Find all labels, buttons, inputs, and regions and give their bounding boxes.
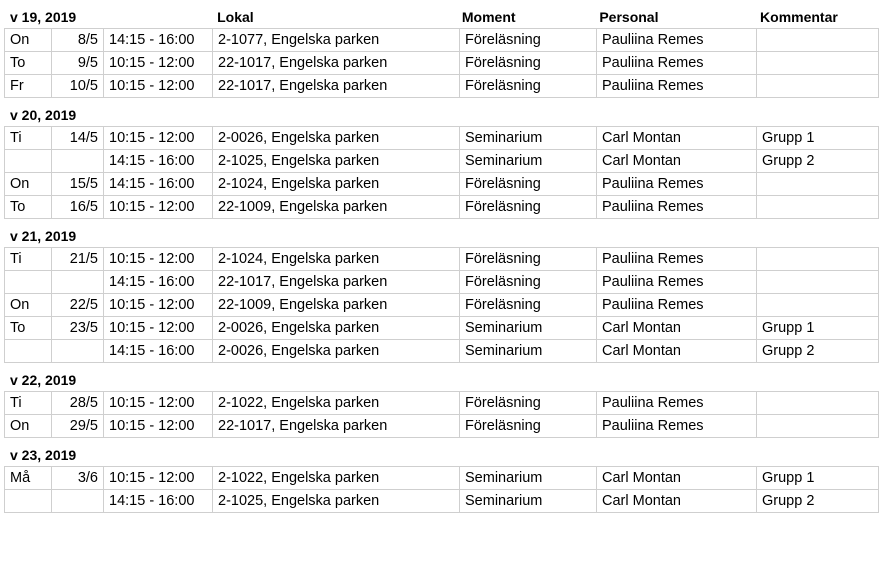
cell-moment: Föreläsning [460,196,597,219]
cell-moment: Föreläsning [460,248,597,271]
schedule [4,6,878,519]
cell-comment [757,392,879,415]
cell-moment: Föreläsning [460,52,597,75]
cell-day: On [5,173,52,196]
cell-comment [757,173,879,196]
cell-day: Må [5,467,52,490]
table-row [5,52,879,75]
table-row [5,490,879,513]
cell-moment: Seminarium [460,490,597,513]
week-header [4,104,878,126]
cell-staff: Carl Montan [597,150,757,173]
column-header-personal: Personal [599,9,659,25]
table-row [5,29,879,52]
cell-comment [757,29,879,52]
cell-room: 22-1017, Engelska parken [213,415,460,438]
column-header-kommentar: Kommentar [760,9,838,25]
week-section [4,369,878,438]
week-label: v 23, 2019 [10,447,77,463]
cell-moment: Seminarium [460,317,597,340]
cell-comment [757,415,879,438]
cell-comment: Grupp 2 [757,490,879,513]
cell-staff: Pauliina Remes [597,392,757,415]
cell-day [5,490,52,513]
cell-time: 14:15 - 16:00 [104,271,213,294]
cell-room: 22-1017, Engelska parken [213,52,460,75]
cell-moment: Seminarium [460,150,597,173]
cell-room: 22-1017, Engelska parken [213,271,460,294]
cell-moment: Föreläsning [460,415,597,438]
week-label: v 20, 2019 [10,107,77,123]
table-row [5,340,879,363]
cell-time: 14:15 - 16:00 [104,490,213,513]
week-header [4,225,878,247]
week-header [4,444,878,466]
cell-staff: Carl Montan [597,490,757,513]
schedule-table [4,247,879,363]
cell-date: 16/5 [52,196,104,219]
cell-comment: Grupp 2 [757,340,879,363]
schedule-table [4,126,879,219]
cell-room: 22-1009, Engelska parken [213,294,460,317]
schedule-table [4,391,879,438]
cell-room: 2-0026, Engelska parken [213,127,460,150]
cell-moment: Föreläsning [460,75,597,98]
table-row [5,248,879,271]
cell-staff: Pauliina Remes [597,294,757,317]
cell-moment: Seminarium [460,127,597,150]
cell-comment: Grupp 1 [757,127,879,150]
table-row [5,294,879,317]
table-row [5,196,879,219]
week-section [4,6,878,98]
week-label: v 21, 2019 [10,228,77,244]
cell-staff: Pauliina Remes [597,196,757,219]
cell-time: 10:15 - 12:00 [104,317,213,340]
cell-day: On [5,29,52,52]
cell-date [52,271,104,294]
cell-date [52,490,104,513]
week-section [4,225,878,363]
cell-staff: Pauliina Remes [597,415,757,438]
table-row [5,75,879,98]
cell-room: 2-0026, Engelska parken [213,317,460,340]
cell-time: 14:15 - 16:00 [104,173,213,196]
cell-time: 14:15 - 16:00 [104,29,213,52]
schedule-table [4,28,879,98]
cell-time: 10:15 - 12:00 [104,196,213,219]
table-row [5,271,879,294]
cell-comment [757,75,879,98]
cell-comment [757,52,879,75]
cell-day: On [5,415,52,438]
table-row [5,173,879,196]
cell-date: 3/6 [52,467,104,490]
cell-date: 28/5 [52,392,104,415]
cell-time: 10:15 - 12:00 [104,52,213,75]
schedule-table [4,466,879,513]
cell-room: 2-1025, Engelska parken [213,150,460,173]
week-section [4,444,878,513]
cell-staff: Carl Montan [597,127,757,150]
cell-moment: Föreläsning [460,29,597,52]
cell-room: 22-1009, Engelska parken [213,196,460,219]
cell-date: 9/5 [52,52,104,75]
cell-date: 14/5 [52,127,104,150]
cell-time: 10:15 - 12:00 [104,392,213,415]
column-header-lokal: Lokal [217,9,254,25]
table-row [5,467,879,490]
cell-comment [757,248,879,271]
cell-time: 10:15 - 12:00 [104,248,213,271]
cell-staff: Pauliina Remes [597,271,757,294]
cell-time: 14:15 - 16:00 [104,340,213,363]
week-header [4,6,878,28]
cell-comment: Grupp 2 [757,150,879,173]
cell-comment [757,196,879,219]
cell-day: Ti [5,248,52,271]
cell-staff: Pauliina Remes [597,29,757,52]
cell-date: 15/5 [52,173,104,196]
cell-date: 22/5 [52,294,104,317]
cell-comment [757,271,879,294]
cell-moment: Föreläsning [460,392,597,415]
cell-day: To [5,196,52,219]
table-row [5,317,879,340]
cell-day [5,271,52,294]
cell-staff: Pauliina Remes [597,52,757,75]
cell-moment: Seminarium [460,467,597,490]
cell-day: To [5,52,52,75]
cell-room: 2-1022, Engelska parken [213,467,460,490]
cell-room: 22-1017, Engelska parken [213,75,460,98]
cell-day [5,150,52,173]
cell-staff: Pauliina Remes [597,75,757,98]
cell-date: 10/5 [52,75,104,98]
cell-day: Fr [5,75,52,98]
cell-staff: Pauliina Remes [597,248,757,271]
cell-room: 2-1077, Engelska parken [213,29,460,52]
cell-room: 2-0026, Engelska parken [213,340,460,363]
cell-room: 2-1022, Engelska parken [213,392,460,415]
cell-moment: Föreläsning [460,271,597,294]
cell-comment: Grupp 1 [757,317,879,340]
cell-date: 8/5 [52,29,104,52]
cell-day: Ti [5,127,52,150]
week-header [4,369,878,391]
table-row [5,150,879,173]
column-header-moment: Moment [461,9,516,25]
week-label: v 22, 2019 [10,372,77,388]
cell-staff: Carl Montan [597,467,757,490]
cell-staff: Carl Montan [597,317,757,340]
cell-time: 10:15 - 12:00 [104,75,213,98]
cell-moment: Föreläsning [460,173,597,196]
cell-day [5,340,52,363]
cell-moment: Seminarium [460,340,597,363]
cell-moment: Föreläsning [460,294,597,317]
week-section [4,104,878,219]
cell-staff: Carl Montan [597,340,757,363]
cell-room: 2-1024, Engelska parken [213,173,460,196]
cell-time: 10:15 - 12:00 [104,415,213,438]
cell-time: 10:15 - 12:00 [104,467,213,490]
cell-comment: Grupp 1 [757,467,879,490]
cell-time: 10:15 - 12:00 [104,127,213,150]
table-row [5,127,879,150]
cell-date: 23/5 [52,317,104,340]
table-row [5,392,879,415]
cell-time: 14:15 - 16:00 [104,150,213,173]
week-label: v 19, 2019 [10,9,77,25]
cell-date: 29/5 [52,415,104,438]
cell-time: 10:15 - 12:00 [104,294,213,317]
table-row [5,415,879,438]
cell-room: 2-1024, Engelska parken [213,248,460,271]
cell-date: 21/5 [52,248,104,271]
cell-day: On [5,294,52,317]
cell-room: 2-1025, Engelska parken [213,490,460,513]
cell-day: To [5,317,52,340]
cell-comment [757,294,879,317]
cell-day: Ti [5,392,52,415]
cell-date [52,340,104,363]
cell-staff: Pauliina Remes [597,173,757,196]
cell-date [52,150,104,173]
